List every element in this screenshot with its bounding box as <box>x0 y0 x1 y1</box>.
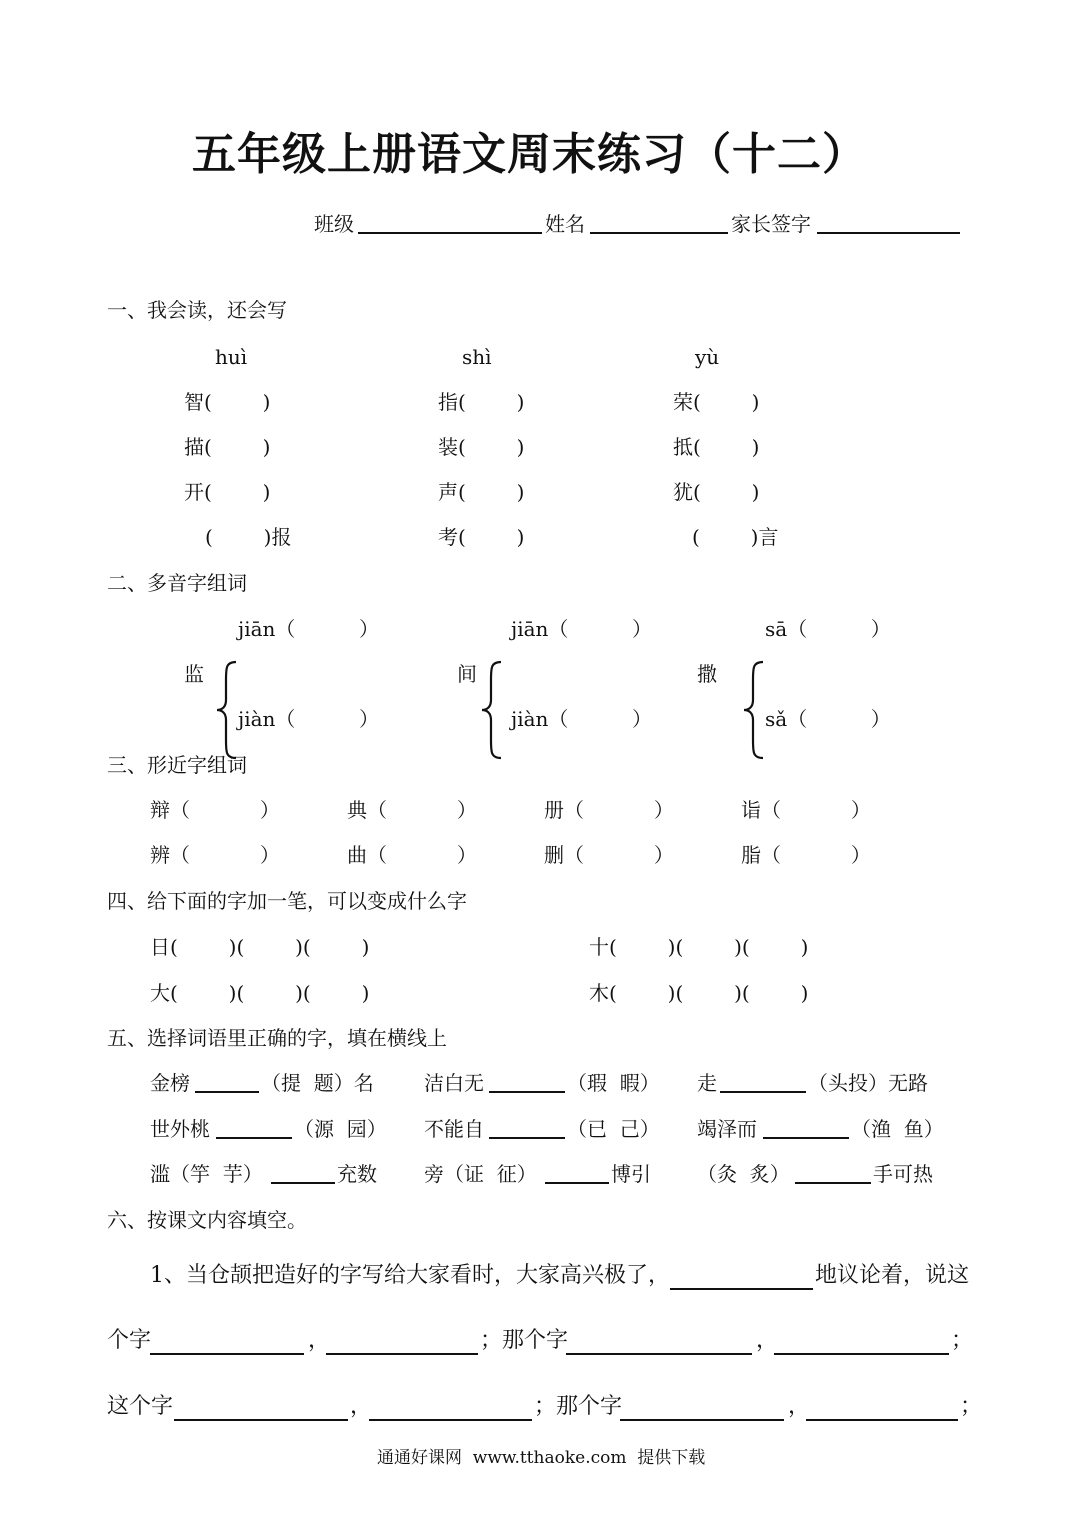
similar-char-item[interactable]: 删（ ） <box>544 843 674 867</box>
homophone-item[interactable]: 考( ) <box>438 525 525 549</box>
polyphone-item[interactable]: jiān（ ） <box>511 617 652 641</box>
idiom-blank[interactable] <box>720 1091 806 1093</box>
idiom-prefix: 洁白无 <box>424 1071 484 1095</box>
fill-text: ， <box>308 1328 331 1353</box>
pinyin-yu: yù <box>695 345 720 369</box>
fill-sentence: 地议论着，说这 <box>815 1263 970 1288</box>
idiom-options: （提 题）名 <box>261 1071 374 1095</box>
idiom-prefix: 世外桃 <box>150 1117 210 1141</box>
idiom-prefix: 走 <box>697 1071 717 1095</box>
homophone-item[interactable]: 描( ) <box>184 435 271 459</box>
left-brace-icon <box>741 622 767 779</box>
idiom-blank[interactable] <box>195 1091 259 1093</box>
fill-blank[interactable] <box>566 1353 752 1355</box>
polyphone-item[interactable]: sā（ ） <box>765 617 891 641</box>
idiom-options: （渔 鱼） <box>851 1117 944 1141</box>
pinyin-hui: huì <box>215 345 248 369</box>
section-6-heading: 六、按课文内容填空。 <box>107 1208 307 1232</box>
section-5-heading: 五、选择词语里正确的字，填在横线上 <box>107 1026 447 1050</box>
left-brace-icon <box>479 622 505 779</box>
fill-blank[interactable] <box>620 1419 784 1421</box>
fill-text: ；那个字 <box>480 1328 569 1353</box>
idiom-blank[interactable] <box>489 1137 565 1139</box>
fill-blank[interactable] <box>326 1353 478 1355</box>
fill-text: 个字 <box>107 1328 152 1353</box>
idiom-blank[interactable] <box>271 1182 335 1184</box>
add-stroke-item[interactable]: 大( )( )( ) <box>150 981 370 1005</box>
homophone-item[interactable]: 抵( ) <box>673 435 760 459</box>
polyphone-char: 监 <box>184 662 204 686</box>
fill-blank[interactable] <box>670 1288 813 1290</box>
fill-blank[interactable] <box>150 1353 304 1355</box>
name-label: 姓名 <box>545 212 585 236</box>
similar-char-item[interactable]: 册（ ） <box>544 798 674 822</box>
page-title: 五年级上册语文周末练习（十二） <box>192 129 867 180</box>
fill-text: ； <box>951 1328 974 1353</box>
add-stroke-item[interactable]: 十( )( )( ) <box>589 935 809 959</box>
idiom-options: 滥（竽 芋） <box>150 1162 263 1186</box>
similar-char-item[interactable]: 曲（ ） <box>347 843 477 867</box>
polyphone-item[interactable]: sǎ（ ） <box>765 707 891 731</box>
similar-char-item[interactable]: 典（ ） <box>347 798 477 822</box>
idiom-suffix: 手可热 <box>873 1162 933 1186</box>
add-stroke-item[interactable]: 木( )( )( ) <box>589 981 809 1005</box>
fill-text: ， <box>788 1394 811 1419</box>
fill-text: ； <box>960 1394 983 1419</box>
section-1-heading: 一、我会读，还会写 <box>107 298 287 322</box>
homophone-item[interactable]: 荣( ) <box>673 390 760 414</box>
footer-text: 通通好课网 www.tthaoke.com 提供下载 <box>377 1448 706 1468</box>
idiom-options: （已 己） <box>567 1117 660 1141</box>
similar-char-item[interactable]: 辨（ ） <box>150 843 280 867</box>
class-field[interactable] <box>358 232 542 234</box>
section-4-heading: 四、给下面的字加一笔，可以变成什么字 <box>107 889 467 913</box>
polyphone-char: 间 <box>457 662 477 686</box>
polyphone-item[interactable]: jiàn（ ） <box>238 707 379 731</box>
polyphone-item[interactable]: jiàn（ ） <box>511 707 652 731</box>
idiom-suffix: 充数 <box>337 1162 377 1186</box>
homophone-item[interactable]: ( )报 <box>205 525 292 549</box>
similar-char-item[interactable]: 辩（ ） <box>150 798 280 822</box>
fill-blank[interactable] <box>174 1419 348 1421</box>
add-stroke-item[interactable]: 日( )( )( ) <box>150 935 370 959</box>
fill-blank[interactable] <box>806 1419 958 1421</box>
idiom-blank[interactable] <box>545 1182 609 1184</box>
idiom-prefix: 竭泽而 <box>697 1117 757 1141</box>
homophone-item[interactable]: 声( ) <box>438 480 525 504</box>
homophone-item[interactable]: 装( ) <box>438 435 525 459</box>
idiom-prefix: 金榜 <box>150 1071 190 1095</box>
idiom-blank[interactable] <box>763 1137 849 1139</box>
idiom-options: （灸 炙） <box>697 1162 790 1186</box>
section-2-heading: 二、多音字组词 <box>107 571 247 595</box>
homophone-item[interactable]: 开( ) <box>184 480 271 504</box>
homophone-item[interactable]: ( )言 <box>692 525 779 549</box>
idiom-prefix: 不能自 <box>424 1117 484 1141</box>
name-field[interactable] <box>590 232 728 234</box>
parent-signature-label: 家长签字 <box>731 212 811 236</box>
homophone-item[interactable]: 智( ) <box>184 390 271 414</box>
idiom-blank[interactable] <box>216 1137 292 1139</box>
homophone-item[interactable]: 犹( ) <box>673 480 760 504</box>
idiom-options: （源 园） <box>294 1117 387 1141</box>
idiom-options: （头投）无路 <box>808 1071 928 1095</box>
idiom-blank[interactable] <box>489 1091 565 1093</box>
fill-text: ， <box>756 1328 779 1353</box>
fill-text: ；那个字 <box>534 1394 623 1419</box>
polyphone-item[interactable]: jiān（ ） <box>238 617 379 641</box>
parent-signature-field[interactable] <box>817 232 960 234</box>
idiom-options: （瑕 暇） <box>567 1071 660 1095</box>
similar-char-item[interactable]: 脂（ ） <box>741 843 871 867</box>
idiom-options: 旁（证 征） <box>424 1162 537 1186</box>
section-3-heading: 三、形近字组词 <box>107 753 247 777</box>
idiom-blank[interactable] <box>795 1182 871 1184</box>
fill-text: ， <box>350 1394 373 1419</box>
homophone-item[interactable]: 指( ) <box>438 390 525 414</box>
fill-blank[interactable] <box>369 1419 532 1421</box>
idiom-suffix: 博引 <box>611 1162 651 1186</box>
class-label: 班级 <box>314 212 354 236</box>
fill-blank[interactable] <box>774 1353 949 1355</box>
pinyin-shi: shì <box>462 345 492 369</box>
similar-char-item[interactable]: 诣（ ） <box>741 798 871 822</box>
fill-sentence: 1、当仓颉把造好的字写给大家看时，大家高兴极了， <box>150 1263 670 1288</box>
fill-text: 这个字 <box>107 1394 174 1419</box>
polyphone-char: 撒 <box>697 662 717 686</box>
